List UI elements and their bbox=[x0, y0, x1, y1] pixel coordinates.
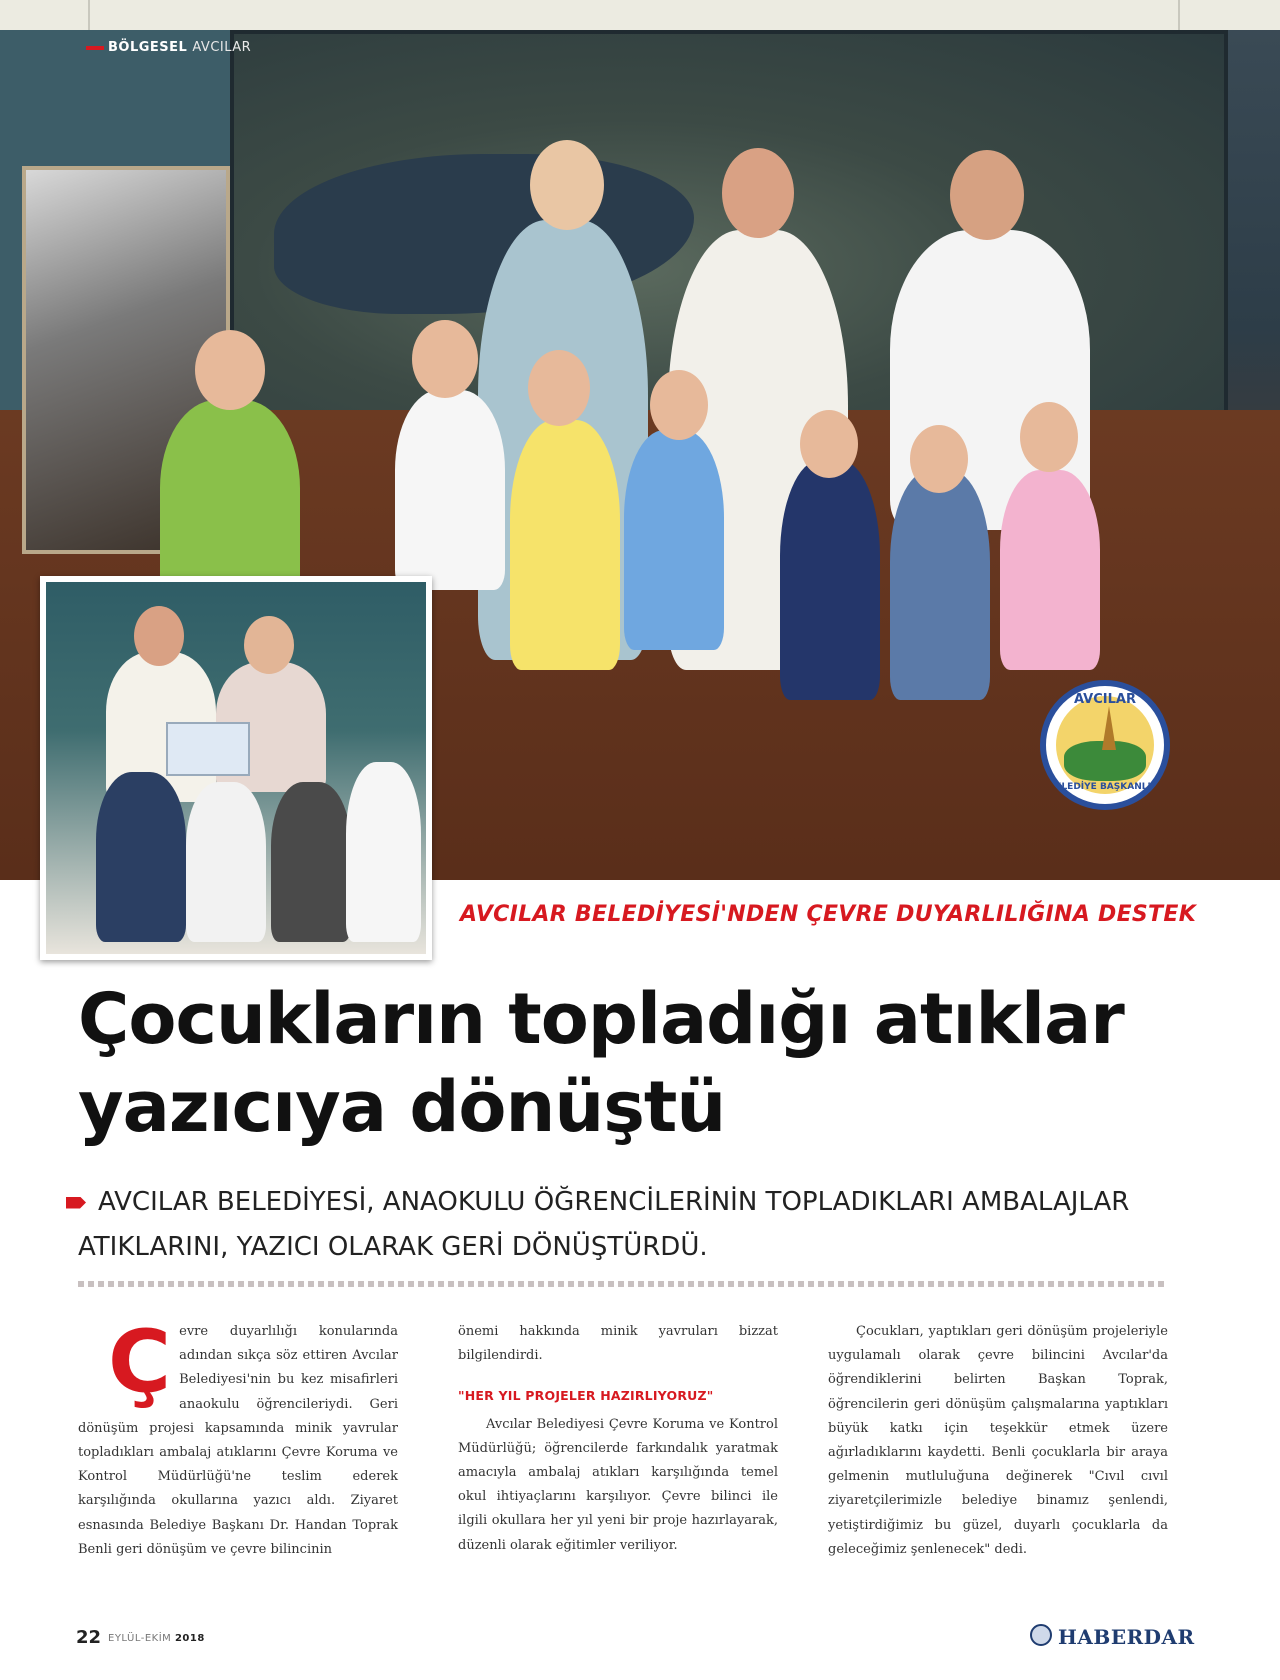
photo-child-head bbox=[1020, 402, 1078, 472]
column-3-text: Çocukları, yaptıkları geri dönüşüm projeleriyle uygulamalı olarak çevre bilincini Avcılar'da öğrendiklerini belirten Başkan Toprak, öğrencilerin geri dönüşüm çalışmalarına yaptıkları büyük katkı için teşekkür etmek üzere ağırladıklarını kaydetti. Benli çocuklarla bir araya gelmenin mutluluğuna değinerek "Cıvıl cıvıl ziyaretçilerimizle belediye binamız şenlendi, yetiştirdiğimiz bu güzel, duyarlı çocuklarla da geleceğimiz şenlenecek" dedi. bbox=[828, 1324, 1168, 1557]
arrow-bullet-icon bbox=[66, 1197, 86, 1209]
headline-line-2: yazıcıya dönüştü bbox=[78, 1066, 726, 1148]
photo-child-head bbox=[910, 425, 968, 493]
top-band-tick bbox=[1178, 0, 1180, 30]
photo-child bbox=[890, 470, 990, 700]
issue-date bbox=[108, 1633, 205, 1644]
photo-child-head bbox=[195, 330, 265, 410]
top-band bbox=[0, 0, 1280, 30]
photo-child bbox=[1000, 470, 1100, 670]
municipality-logo-icon bbox=[1040, 680, 1170, 810]
logo-text-bottom: BELEDİYE BAŞKANLIĞI bbox=[1048, 782, 1162, 792]
column-2-text-2: Avcılar Belediyesi Çevre Koruma ve Kontrol Müdürlüğü; öğrencilerde farkındalık yaratmak amacıyla ambalaj atıkları karşılığında temel okul ihtiyaçlarını karşılıyor. Çevre bilinci ile ilgili okullara her yıl yeni bir proje hazırlayarak, düzenli olarak eğitimler veriliyor. bbox=[458, 1416, 778, 1553]
section-title: BÖLGESEL bbox=[108, 40, 188, 55]
drop-cap: Ç bbox=[108, 1312, 172, 1412]
photo-child-head bbox=[412, 320, 478, 398]
footer-brand: HABERDAR bbox=[1058, 1625, 1195, 1649]
photo-person-head bbox=[530, 140, 604, 230]
column-1-text: evre duyarlılığı konularında adından sıkça söz ettiren Avcılar Belediyesi'nin bu kez misafirleri anaokulu öğrencileriydi. Geri dönüşüm projesi kapsamında minik yavrular topladıkları ambalaj atıklarını Çevre Koruma ve Kontrol Müdürlüğü'ne teslim ederek karşılığında okullarına yazıcı aldı. Ziyaret esnasında Belediye Başkanı Dr. Handan Toprak Benli geri dönüşüm ve çevre bilincinin bbox=[78, 1324, 398, 1557]
photo-child-head bbox=[650, 370, 708, 440]
photo-child-head bbox=[800, 410, 858, 478]
article-column-3 bbox=[828, 1320, 1168, 1562]
top-band-tick bbox=[88, 0, 90, 30]
headline-line-1: Çocukların topladığı atıklar bbox=[78, 978, 1124, 1060]
article-lead bbox=[66, 1180, 1216, 1270]
haberdar-emblem-icon bbox=[1030, 1624, 1052, 1646]
section-label bbox=[86, 40, 251, 55]
section-subtitle: AVCILAR bbox=[192, 40, 252, 55]
column-2-text-1: önemi hakkında minik yavruları bizzat bilgilendirdi. bbox=[458, 1324, 778, 1364]
logo-text-top: AVCILAR bbox=[1074, 692, 1136, 707]
inset-child bbox=[186, 782, 266, 942]
inset-child bbox=[346, 762, 421, 942]
issue-month: EYLÜL-EKİM bbox=[108, 1633, 172, 1644]
photo-child bbox=[624, 430, 724, 650]
article-column-1 bbox=[78, 1312, 398, 1562]
inset-child bbox=[96, 772, 186, 942]
section-bar bbox=[86, 46, 104, 50]
inset-photo bbox=[40, 576, 432, 960]
article-kicker: AVCILAR BELEDİYESİ'NDEN ÇEVRE DUYARLILIĞINA DESTEK bbox=[460, 902, 1197, 927]
lead-line-2: ATIKLARINI, YAZICI OLARAK GERİ DÖNÜŞTÜRDÜ. bbox=[78, 1232, 708, 1262]
photo-child bbox=[395, 390, 505, 590]
photo-child bbox=[780, 460, 880, 700]
article-headline bbox=[78, 975, 1218, 1151]
inset-person-head bbox=[244, 616, 294, 674]
photo-person-head bbox=[950, 150, 1024, 240]
article-column-2 bbox=[458, 1320, 778, 1558]
issue-year: 2018 bbox=[174, 1633, 205, 1644]
photo-child bbox=[510, 420, 620, 670]
photo-person-head bbox=[722, 148, 794, 238]
inset-person-head bbox=[134, 606, 184, 666]
inset-certificate bbox=[166, 722, 250, 776]
page-number: 22 bbox=[76, 1627, 102, 1648]
inset-child bbox=[271, 782, 351, 942]
photo-child-head bbox=[528, 350, 590, 426]
dotted-divider bbox=[78, 1281, 1168, 1287]
lead-line-1: AVCILAR BELEDİYESİ, ANAOKULU ÖĞRENCİLERİNİN TOPLADIKLARI AMBALAJLAR bbox=[98, 1187, 1130, 1217]
column-2-subhead: "HER YIL PROJELER HAZIRLIYORUZ" bbox=[458, 1388, 714, 1404]
